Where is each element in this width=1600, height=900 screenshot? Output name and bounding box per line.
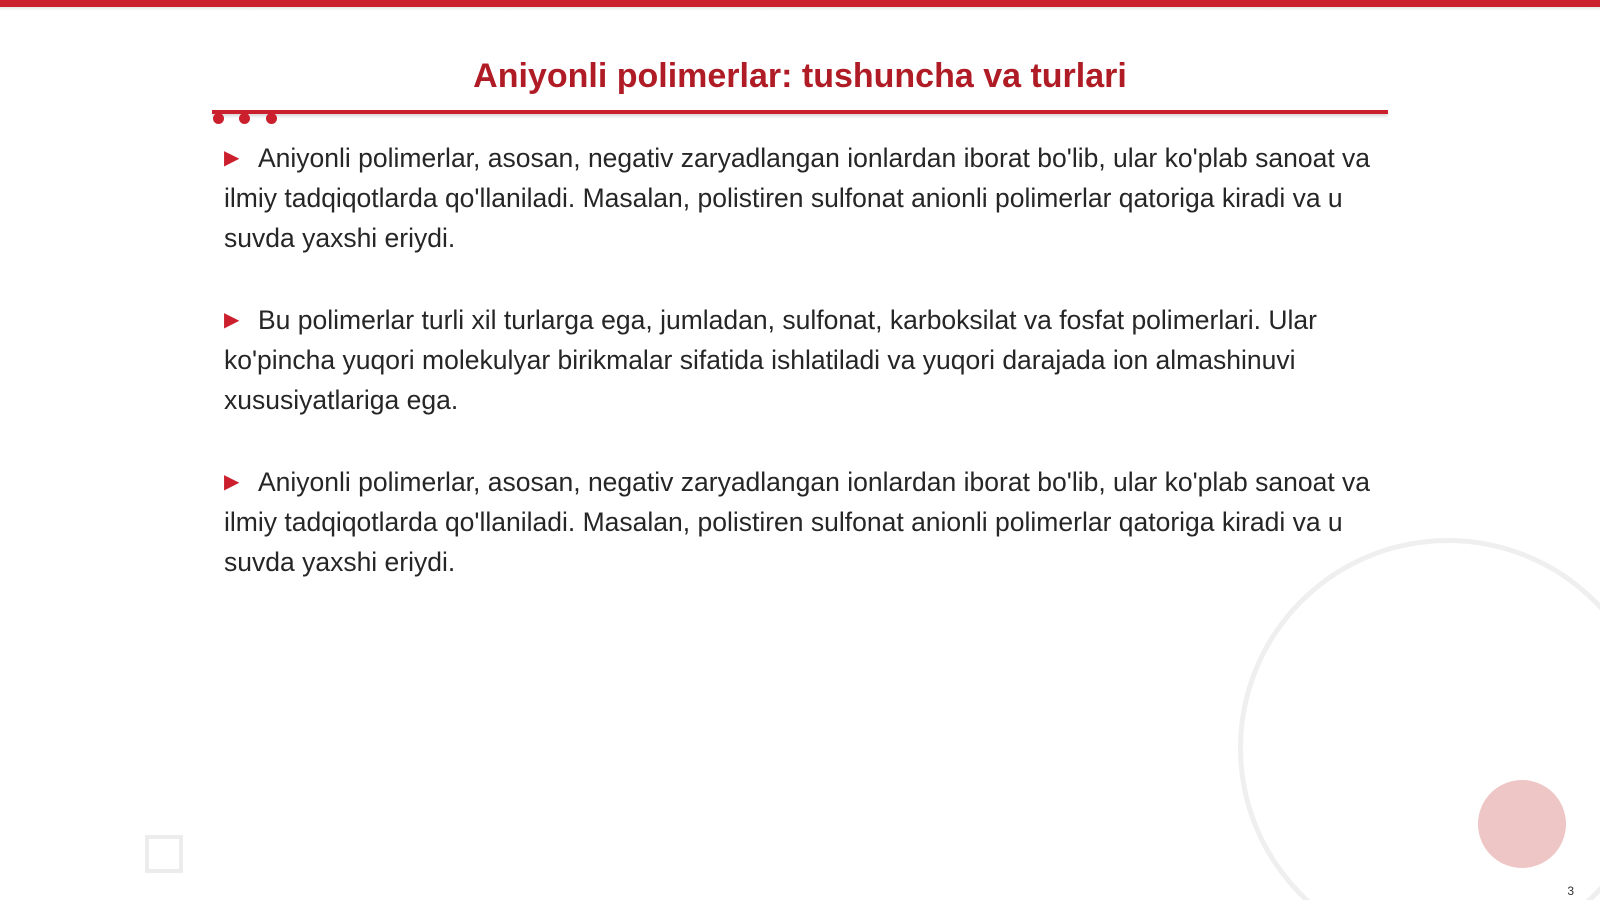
top-accent-bar — [0, 0, 1600, 7]
decor-square-outline — [145, 835, 183, 873]
top-bar-shadow — [0, 7, 1600, 11]
decor-dot — [239, 113, 250, 124]
decor-dot — [266, 113, 277, 124]
title-underline — [212, 110, 1388, 114]
bullet-item[interactable] — [224, 138, 1392, 258]
bullet-item[interactable] — [224, 462, 1392, 582]
slide-title[interactable]: Aniyonli polimerlar: tushuncha va turlari — [473, 57, 1127, 95]
decor-dot — [213, 113, 224, 124]
bullet-item[interactable] — [224, 300, 1392, 420]
bullet-arrow-icon: ▶ — [224, 309, 240, 331]
bullet-text: Bu polimerlar turli xil turlarga ega, jumladan, sulfonat, karboksilat va fosfat polimerlari. Ular ko'pincha yuqori molekulyar birikmalar sifatida ishlatiladi va yuqori darajada ion almashinuvi xususiyatlariga ega. — [224, 305, 1317, 415]
bullet-arrow-icon: ▶ — [224, 147, 240, 169]
decor-circle-pink — [1478, 780, 1566, 868]
page-number: 3 — [1567, 884, 1574, 898]
bullet-arrow-icon: ▶ — [224, 471, 240, 493]
bullet-text: Aniyonli polimerlar, asosan, negativ zaryadlangan ionlardan iborat bo'lib, ular ko'plab sanoat va ilmiy tadqiqotlarda qo'llaniladi. Masalan, polistiren sulfonat anionli polimerlar qatoriga kiradi va u suvda yaxshi eriydi. — [224, 467, 1371, 577]
bullet-list[interactable] — [224, 138, 1392, 624]
bullet-text: Aniyonli polimerlar, asosan, negativ zaryadlangan ionlardan iborat bo'lib, ular ko'plab sanoat va ilmiy tadqiqotlarda qo'llaniladi. Masalan, polistiren sulfonat anionli polimerlar qatoriga kiradi va u suvda yaxshi eriydi. — [224, 143, 1371, 253]
